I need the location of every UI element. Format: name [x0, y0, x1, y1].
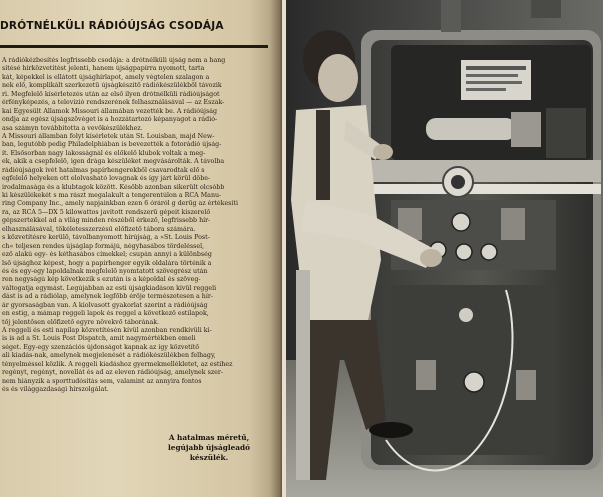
article-line: ki készülékekét s ma rászt megalakult a tengerentúlon a RCA Manu- [2, 192, 222, 199]
article-line: en estig, a mámap reggeli lapok és reggel a következő estilapok, [2, 310, 209, 318]
article-line: váltogatja egymást. Legújabban az esti újságkiadáson kívül reggeli [2, 284, 217, 292]
article-line: regényt, regényt, novellát és ad az eleven rádióújság, amelynek szer- [2, 369, 224, 377]
article-line: elhasználásával, tökéletesszerzésű előfizető tábora számára. [2, 225, 196, 233]
article-line: ban, legutóbb pedig Philadelphiában is bevezették a fotorádió újság- [2, 141, 222, 149]
article-line: ező alakú egy- és kéthasábos címekkel; csupán annyi a különbség [2, 251, 212, 259]
article-line: asa számyn továbbította a vevőkészülékhez. [2, 124, 143, 132]
article-line: ár gyorsaságban van. A kiolvasott gyakorlat szerint a rádióújság [2, 301, 208, 309]
article-line: ít. Elsősorban nagy lakosságnál és előkelő klubok voltak a meg- [2, 149, 206, 157]
article-line: gépszertekkel ad a világ minden részéből érkező, legfrissebb hír- [2, 217, 211, 225]
article-line: és és egy-egy lapoldalnak megfelelő nyomtatott szövegrész után [2, 267, 208, 275]
left-page [0, 0, 282, 497]
article-line: séget. Egy-egy szenzációs újdonságot kapnak az így közvetítő [2, 343, 200, 351]
article-line: ring Company Inc., amely napjainkban ezen 6 óráról g derűg az értékesíti [2, 200, 238, 208]
article-body [2, 57, 266, 395]
article-line: is is ad a St. Louis Post Dispatch, amit nagymértékben emeli [2, 335, 196, 343]
article-line: A Missouri államban folyt kísérletek után St. Louisban, majd New- [2, 132, 215, 140]
article-line: nem hiányzik a sporttudósítás sem, valamint az annyira fontos [2, 377, 202, 385]
article-line: tőj jelentősen előfizető egyre növekvő táborának. [2, 318, 160, 326]
article-line: sítésé hírközvetítést jelenti, hanem újságpapírra nyomott, tarta [2, 65, 205, 73]
article-line: és és világgazdasági hírszolgálat. [2, 386, 109, 394]
article-line: ondja az egész újságszövéget is a hozzátartozó képanyagot a rádió- [2, 116, 218, 124]
article-header: DRÓTNÉLKÜLI RÁDIÓÚJSÁG CSODÁJA [0, 20, 224, 32]
photo-radio-newspaper-machine [286, 0, 603, 497]
article-line: egfelelő helyeken ott elolvasható lovagnak és így járt körül döbe- [2, 175, 211, 183]
photo-caption: A hatalmas méretű, legújabb újságleadó készülék. [168, 433, 250, 462]
article-line: kát, képekkel is ellátott újsághírlapot, amely végtelen szalagon a [2, 73, 210, 81]
article-line: ri. Megfelelő kísérletezés után az első ilyen drótnélküli rádióújságot [2, 90, 220, 98]
article-line: tényelméssel közlik. A reggeli kiadáshoz gyermekmellékletet, az estihez [2, 360, 233, 368]
header-rule [0, 45, 268, 48]
article-line: dást is ad a rádiólap, amelynek legfőbb érője természetesen a hír- [2, 293, 214, 301]
article-line: ren negyságú kép következik s ezután is a képoldal és szöveg- [2, 276, 201, 284]
article-line: ra, az RCA 5—DX 5 kilowattos javított rendszerű gépeit kiszerelő [2, 208, 211, 216]
article-line: nek elő, komplikált szerkezetű újságkészítő rádiókészülékből távozik [2, 82, 222, 90]
article-line: ek, akik a csepfelelő, igen drága készüléket megvásárolták. A távolba [2, 158, 225, 166]
article-line: s közvetítésre kerülő, távolbanyomott hírújság, a »St. Louis Post- [2, 234, 210, 242]
article-line: kai Egyesült Államok Missouri államában vezették be. A rádióújság [2, 107, 218, 115]
article-line: A rádiókézbesítés legfrissebb csodája: a drótnélküli újság nem a hang [2, 57, 226, 64]
article-line: A reggeli és esti napilap közvetítésén kívül azonban rendkívüli ki- [2, 327, 212, 334]
article-line: irodalmasága és a klubtagok között. Később azonban sikerült olcsóbb [2, 183, 225, 191]
article-line: lső újsághoz képest, hogy a papírhenger egyik oldalára történik a [2, 259, 212, 267]
article-line: ali kiadás-nak, amelynek megjelenését a rádiókészülékben felhagy, [2, 352, 216, 360]
article-line: ch« teljesen rendes újságlap formájú, négyhasábos tördeléssel, [2, 242, 205, 250]
article-line: érfényképezés, a televízió rendszerének felhasználásával — az Észak- [2, 99, 225, 107]
article-line: rádióújságok ívét hatalmas papírhengerekből csavarodtak elő s [2, 166, 205, 174]
